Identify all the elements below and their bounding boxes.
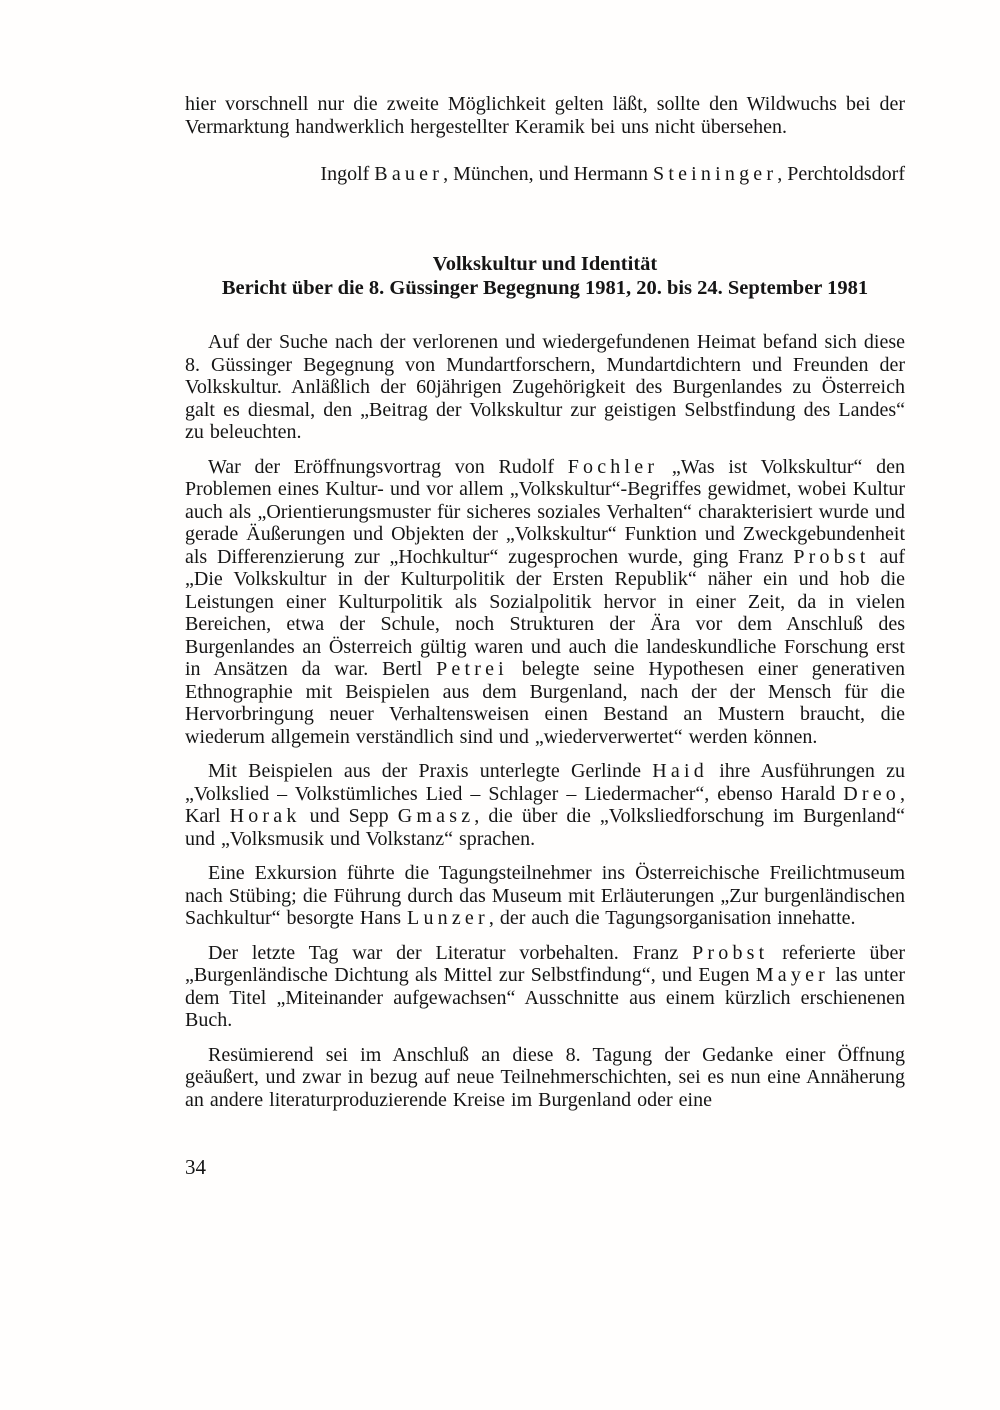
body-paragraph <box>185 760 905 850</box>
letterspaced-name: Fochler <box>567 455 659 478</box>
text-segment: Der letzte Tag war der Literatur vorbehalten. Franz <box>208 941 693 964</box>
letterspaced-name: Petrei <box>436 658 508 680</box>
text-segment: , Karl <box>185 782 905 827</box>
text-segment: , Perchtoldsdorf <box>777 163 905 185</box>
page-number: 34 <box>185 1155 206 1179</box>
letterspaced-name: Dreo <box>843 782 900 805</box>
text-segment: belegte seine Hypothesen einer generativen Ethnographie mit Beispielen aus dem Burgenland, nach der der Mensch für die Hervorbringung neuer Verhaltensweisen einen Bestand an Mustern braucht, die wiederum allgemein verständlich sind und „wiederverwertet“ werden können. <box>185 658 905 748</box>
body-paragraph <box>185 456 905 749</box>
article-subtitle: Bericht über die 8. Güssinger Begegnung 1981, 20. bis 24. September 1981 <box>221 277 869 299</box>
text-segment: las unter dem Titel „Miteinander aufgewachsen“ Ausschnitte aus einem kürzlich erschienenen Buch. <box>185 964 906 1031</box>
letterspaced-name: Bauer <box>374 163 444 185</box>
text-segment: Auf der Suche nach der verlorenen und wiedergefundenen Heimat befand sich diese 8. Güssinger Begegnung von Mundartforschern, Mundartdichtern und Freunden der Volkskultur. Anläßlich der 60jährigen Zugehörigkeit des Burgenlandes zu Österreich galt es diesmal, den „Beitrag der Volkskultur zur geistigen Selbstfindung des Landes“ zu beleuchten. <box>185 331 905 443</box>
letterspaced-name: Lunzer <box>407 907 489 929</box>
text-segment: , die über die „Volksliedforschung im Burgenland“ und „Volksmusik und Volkstanz“ sprachen. <box>185 805 905 850</box>
text-segment: Eine Exkursion führte die Tagungsteilnehmer ins Österreichische Freilichtmuseum nach Stübing; die Führung durch das Museum mit Erläuterungen „Zur burgenländischen Sachkultur“ besorgte Hans <box>185 862 905 929</box>
text-segment: War der Eröffnungsvortrag von Rudolf <box>208 455 568 478</box>
letterspaced-name: Mayer <box>755 964 830 986</box>
article-heading <box>185 252 905 300</box>
letterspaced-name: Haid <box>652 760 708 782</box>
body-paragraph <box>185 331 905 444</box>
text-segment: Resümierend sei im Anschluß an diese 8. Tagung der Gedanke einer Öffnung geäußert, und zwar in bezug auf neue Teilnehmerschichten, sei es nun eine Annäherung an andere literaturproduzierende Kreise im Burgenland oder eine <box>185 1043 905 1111</box>
letterspaced-name: Steininger <box>653 163 778 185</box>
text-segment: auf „Die Volkskultur in der Kulturpolitik der Ersten Republik“ näher ein und hob die Leistungen einer Kulturpolitik als Sozialpolitik hervor in einer Zeit, da in vielen Bereichen, etwa der Schule, noch Strukturen der Ära vor dem Anschluß des Burgenlandes an Österreich gültig waren und auch die landeskundliche Forschung erst in Ansätzen da war. Bertl <box>185 545 905 680</box>
text-block <box>185 93 905 1179</box>
text-segment: Ingolf <box>320 163 375 185</box>
text-segment: und Sepp <box>300 805 398 827</box>
letterspaced-name: Probst <box>692 941 769 964</box>
letterspaced-name: Horak <box>229 805 301 827</box>
body-paragraph <box>185 862 905 930</box>
text-segment: referierte über „Burgenländische Dichtung als Mittel zur Selbstfindung“, und Eugen <box>185 941 905 986</box>
text-segment: „Was ist Volkskultur“ den Problemen eines Kultur- und vor allem „Volkskultur“-Begriffes gewidmet, wobei Kultur auch als „Orientierungsmuster für sicheres soziales Verhalten“ charakterisiert wurde und gerade Äußerungen und Objekten der „Volkskultur“ Funktion und Zweckgebundenheit als Differenzierung zur „Hochkultur“ zugesprochen wurde, ging Franz <box>185 455 905 568</box>
text-segment: Mit Beispielen aus der Praxis unterlegte Gerlinde <box>208 760 653 782</box>
text-segment: hier vorschnell nur die zweite Möglichkeit gelten läßt, sollte den Wildwuchs bei der Vermarktung handwerklich hergestellter Keramik bei uns nicht übersehen. <box>185 93 905 138</box>
body-paragraph <box>185 942 905 1032</box>
letterspaced-name: Gmasz <box>397 805 475 827</box>
text-segment: ihre Ausführungen zu „Volkslied – Volkstümliches Lied – Schlager – Liedermacher“, ebenso Harald <box>185 760 905 805</box>
text-segment: , der auch die Tagungsorganisation innehatte. <box>488 907 856 929</box>
body-paragraph <box>185 1044 905 1112</box>
continuation-paragraph <box>185 93 905 138</box>
letterspaced-name: Probst <box>793 545 870 568</box>
author-byline <box>185 162 905 186</box>
article-title: Volkskultur und Identität <box>432 253 658 275</box>
text-segment: , München, und Hermann <box>443 163 654 185</box>
heading-spacer <box>185 300 905 331</box>
